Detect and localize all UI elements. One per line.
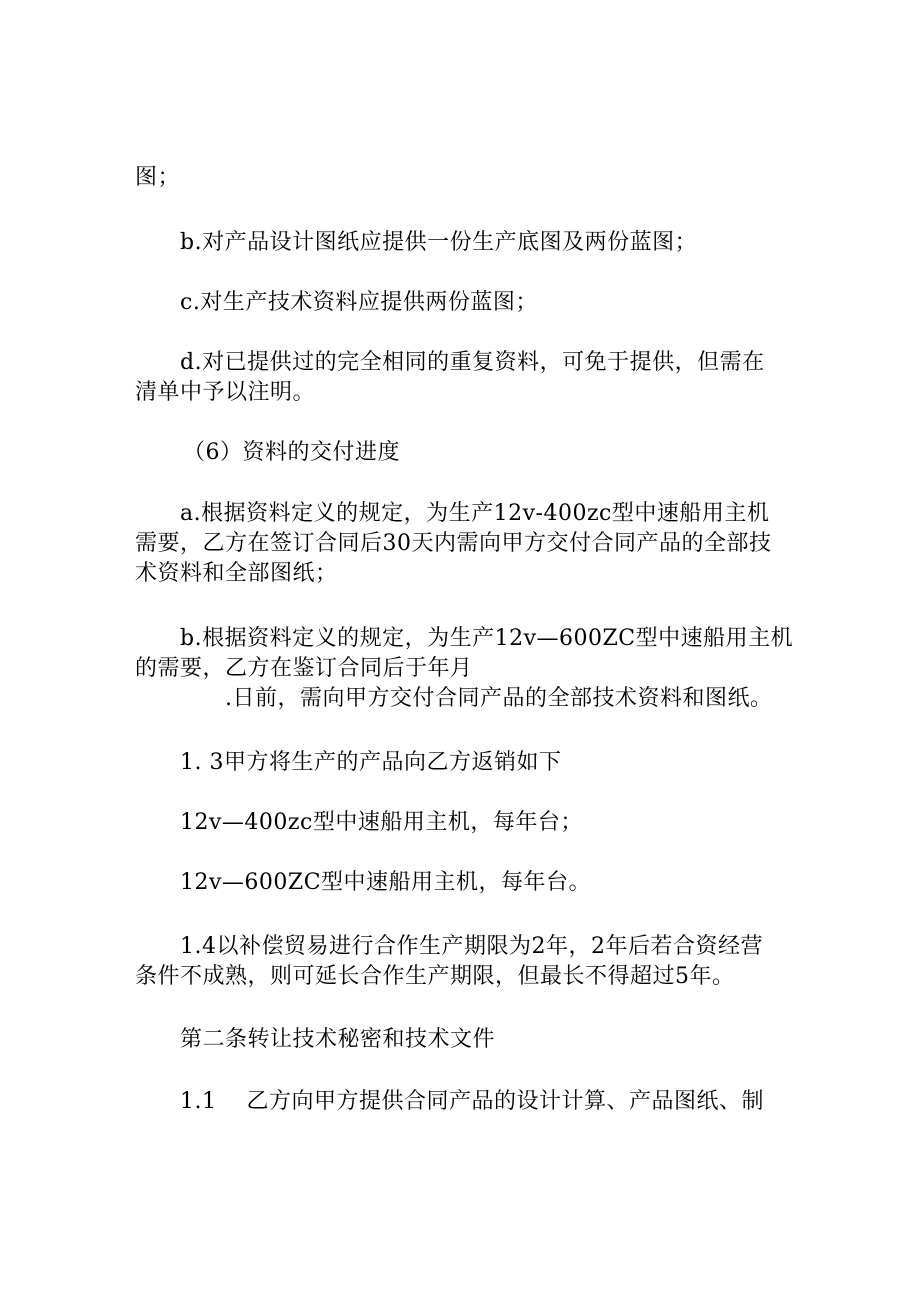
text-line-buyback-600zc: 12v—600ZC型中速船用主机，每年台。: [180, 870, 592, 895]
text-line-term-1: 1.4以补偿贸易进行合作生产期限为2年，2年后若合资经营: [180, 934, 763, 959]
text-line-delivery-b-3: .日前，需向甲方交付合同产品的全部技术资料和图纸。: [225, 686, 773, 711]
section-heading-delivery-schedule: （6）资料的交付进度: [183, 440, 400, 465]
text-line-delivery-b-1: b.根据资料定义的规定，为生产12v—600ZC型中速船用主机: [180, 626, 794, 651]
text-line-delivery-a-1: a.根据资料定义的规定，为生产12v-400zc型中速船用主机: [180, 501, 770, 526]
text-line-blueprint-technical: c.对生产技术资料应提供两份蓝图；: [180, 290, 538, 315]
text-line-fragment: 图；: [135, 165, 181, 190]
text-line-delivery-a-3: 术资料和全部图纸；: [135, 561, 338, 586]
article-heading-article-two: 第二条转让技术秘密和技术文件: [180, 1027, 496, 1052]
text-line-delivery-b-2: 的需要，乙方在鉴订合同后于年月: [135, 656, 473, 681]
text-line-term-2: 条件不成熟，则可延长合作生产期限，但最长不得超过5年。: [135, 964, 735, 989]
text-line-duplicate-note: 清单中予以注明。: [135, 380, 316, 405]
text-line-buyback-heading: 1. 3甲方将生产的产品向乙方返销如下: [180, 750, 562, 775]
text-line-delivery-a-2: 需要，乙方在签订合同后30天内需向甲方交付合同产品的全部技: [135, 531, 772, 556]
text-line-blueprint-design: b.对产品设计图纸应提供一份生产底图及两份蓝图；: [180, 230, 698, 255]
text-line-duplicate-materials: d.对已提供过的完全相同的重复资料，可免于提供，但需在: [180, 350, 765, 375]
text-line-article-two-1-1: 1.1 乙方向甲方提供合同产品的设计计算、产品图纸、制: [180, 1089, 764, 1114]
text-line-buyback-400zc: 12v—400zc型中速船用主机，每年台；: [180, 810, 583, 835]
